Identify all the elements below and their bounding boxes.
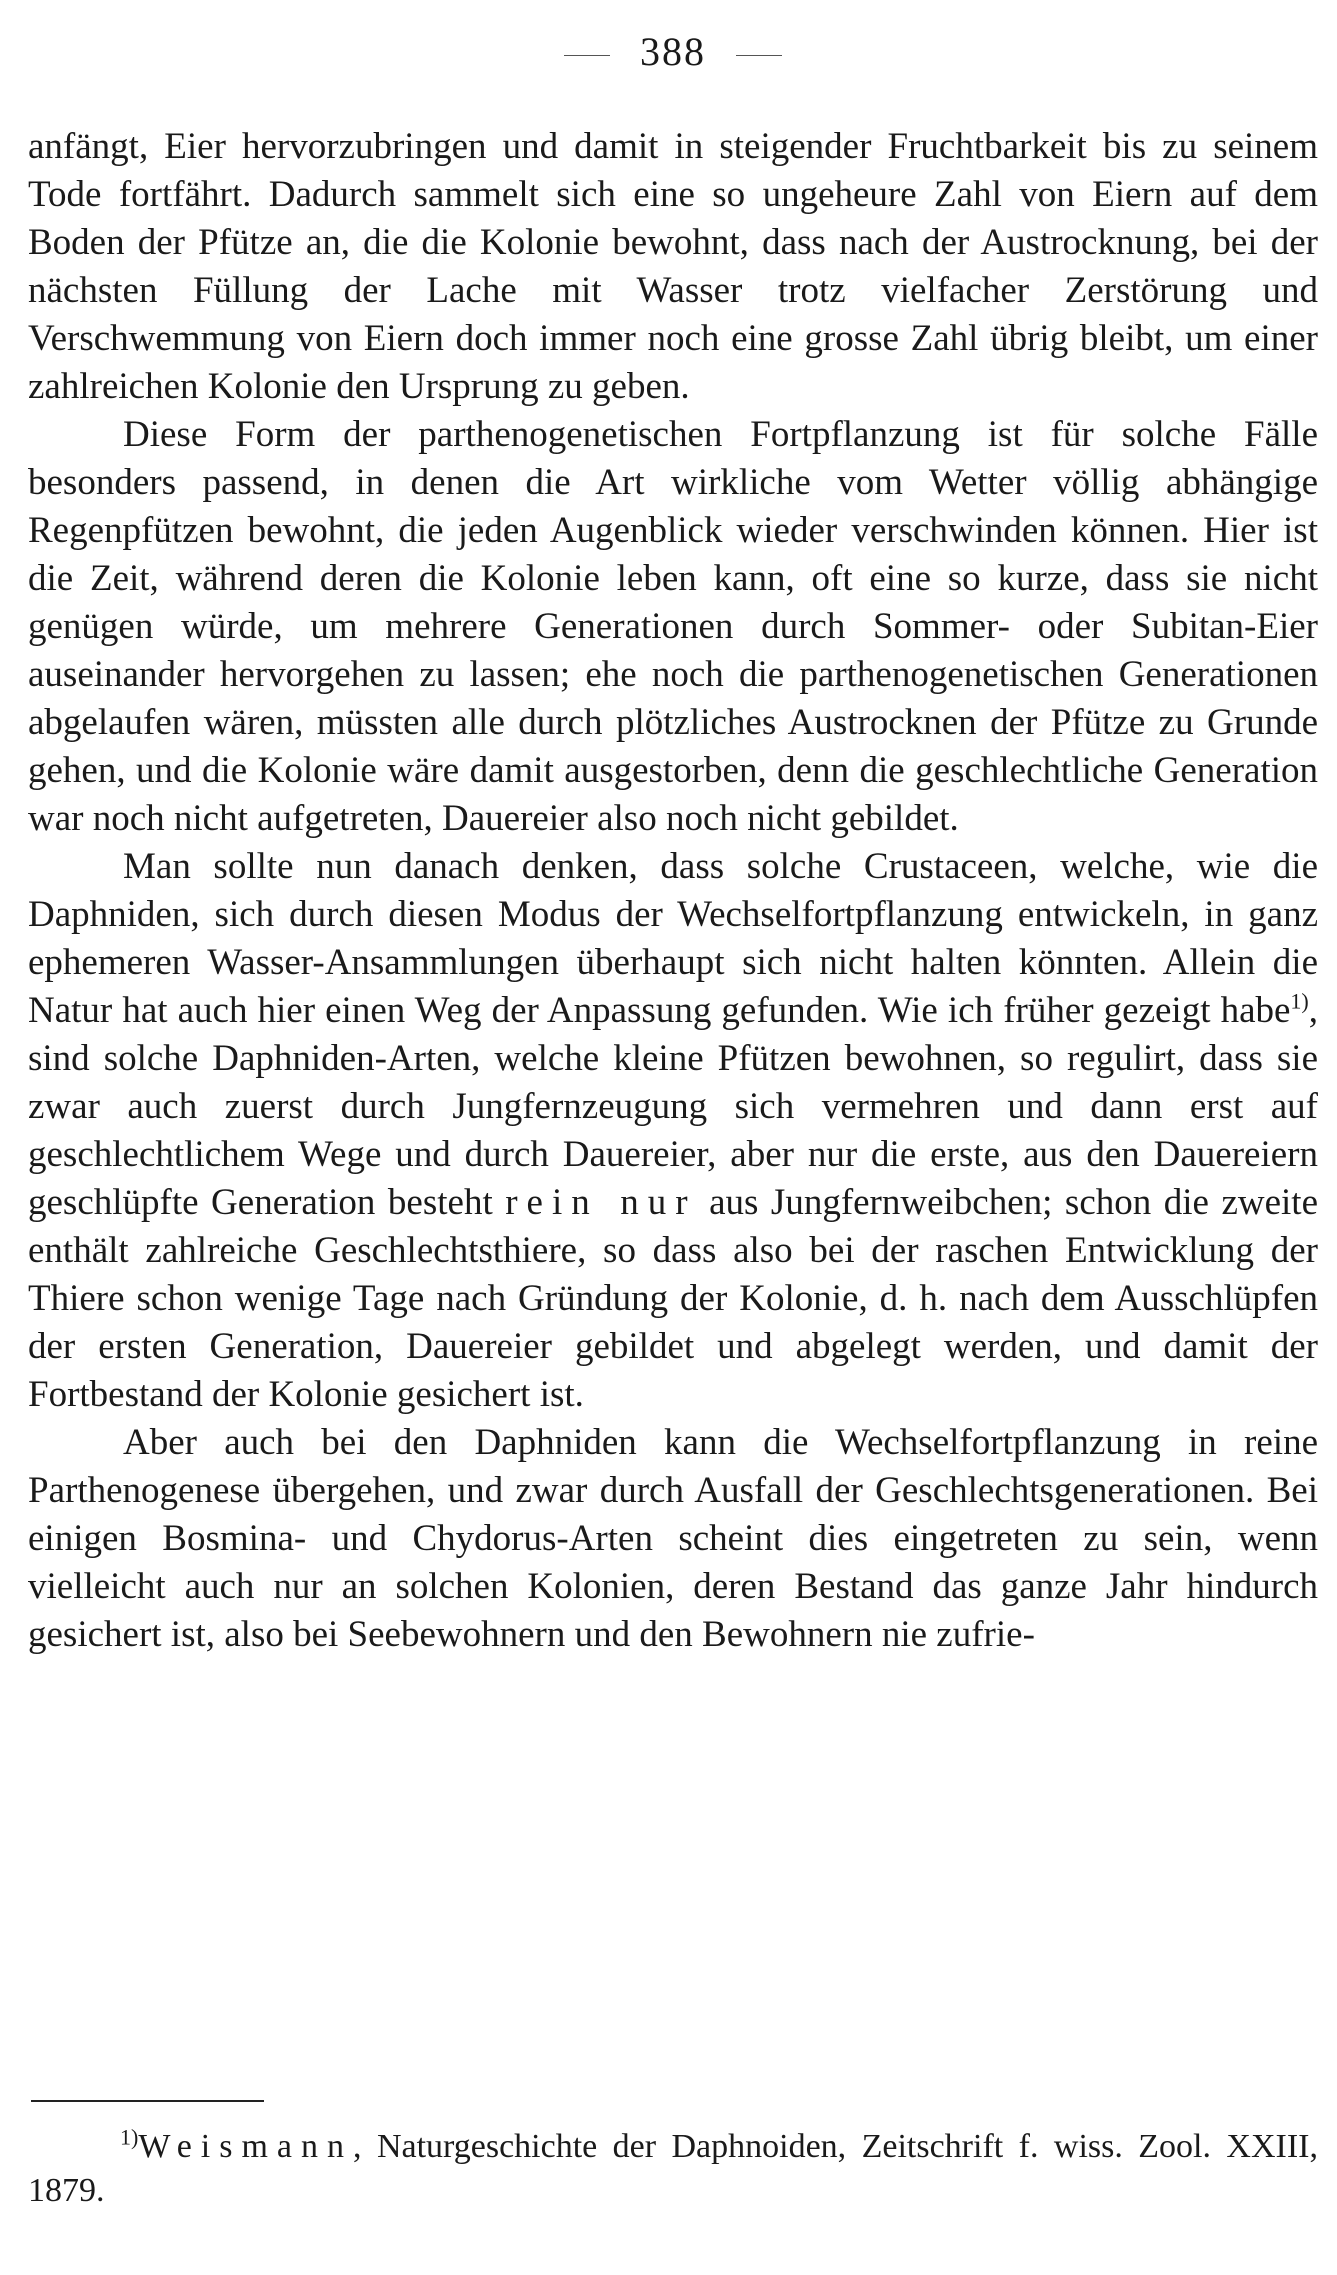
page-header	[28, 28, 1318, 76]
paragraph-3	[28, 843, 1318, 1419]
emphasized-text: rein nur	[505, 1182, 697, 1223]
footnote-text	[28, 2125, 1318, 2213]
page-number: 388	[640, 29, 706, 74]
paragraph-3-text-c: aus Jungfernweibchen; schon die zweite enthält zahlreiche Geschlechtsthiere, so dass also bei der raschen Entwicklung der Thiere schon wenige Tage nach Gründung der Kolonie, d. h. nach dem Ausschlüpfen der ersten Generation, Dauereier gebildet und abgelegt werden, und damit der Fortbestand der Kolonie gesichert ist.	[28, 1182, 1319, 1415]
footnote	[28, 2125, 1318, 2213]
body-text	[28, 123, 1318, 1659]
footnote-citation: , Naturgeschichte der Daphnoiden, Zeitschrift f. wiss. Zool. XXIII, 1879.	[28, 2128, 1318, 2209]
footnote-mark: 1)	[120, 2124, 139, 2150]
footnote-reference: 1)	[1290, 988, 1309, 1014]
footnote-author: Weismann	[138, 2128, 354, 2165]
paragraph-4: Aber auch bei den Daphniden kann die Wechselfortpflanzung in reine Parthenogenese übergehen, und zwar durch Ausfall der Geschlechtsgenerationen. Bei einigen Bosmina- und Chydorus-Arten scheint dies eingetreten zu sein, wenn vielleicht auch nur an solchen Kolonien, deren Bestand das ganze Jahr hindurch gesichert ist, also bei Seebewohnern und den Bewohnern nie zufrie-	[28, 1422, 1318, 1655]
header-dash-right	[736, 55, 782, 56]
book-page	[28, 0, 1318, 2275]
paragraph-3-text-b: , sind solche Daphniden-Arten, welche kleine Pfützen bewohnen, so regulirt, dass sie zwar auch zuerst durch Jungfernzeugung sich vermehren und dann erst auf geschlechtlichem Wege und durch Dauereier, aber nur die erste, aus den Dauereiern geschlüpfte Generation besteht	[28, 990, 1318, 1223]
paragraph-3-text-a: Man sollte nun danach denken, dass solche Crustaceen, welche, wie die Daphniden, sich durch diesen Modus der Wechselfortpflanzung entwickeln, in ganz ephemeren Wasser-Ansammlungen überhaupt sich nicht halten könnten. Allein die Natur hat auch hier einen Weg der Anpassung gefunden. Wie ich früher gezeigt habe	[28, 846, 1318, 1031]
header-dash-left	[564, 55, 610, 56]
footnote-divider	[31, 2100, 264, 2102]
paragraph-2: Diese Form der parthenogenetischen Fortpflanzung ist für solche Fälle besonders passend, in denen die Art wirkliche vom Wetter völlig abhängige Regenpfützen bewohnt, die jeden Augenblick wieder verschwinden können. Hier ist die Zeit, während deren die Kolonie leben kann, oft eine so kurze, dass sie nicht genügen würde, um mehrere Generationen durch Sommer- oder Subitan-Eier auseinander hervorgehen zu lassen; ehe noch die parthenogenetischen Generationen abgelaufen wären, müssten alle durch plötzliches Austrocknen der Pfütze zu Grunde gehen, und die Kolonie wäre damit ausgestorben, denn die geschlechtliche Generation war noch nicht aufgetreten, Dauereier also noch nicht gebildet.	[28, 414, 1318, 839]
paragraph-1: anfängt, Eier hervorzubringen und damit in steigender Fruchtbarkeit bis zu seinem Tode fortfährt. Dadurch sammelt sich eine so ungeheure Zahl von Eiern auf dem Boden der Pfütze an, die die Kolonie bewohnt, dass nach der Austrocknung, bei der nächsten Füllung der Lache mit Wasser trotz vielfacher Zerstörung und Verschwemmung von Eiern doch immer noch eine grosse Zahl übrig bleibt, um einer zahlreichen Kolonie den Ursprung zu geben.	[28, 126, 1318, 407]
